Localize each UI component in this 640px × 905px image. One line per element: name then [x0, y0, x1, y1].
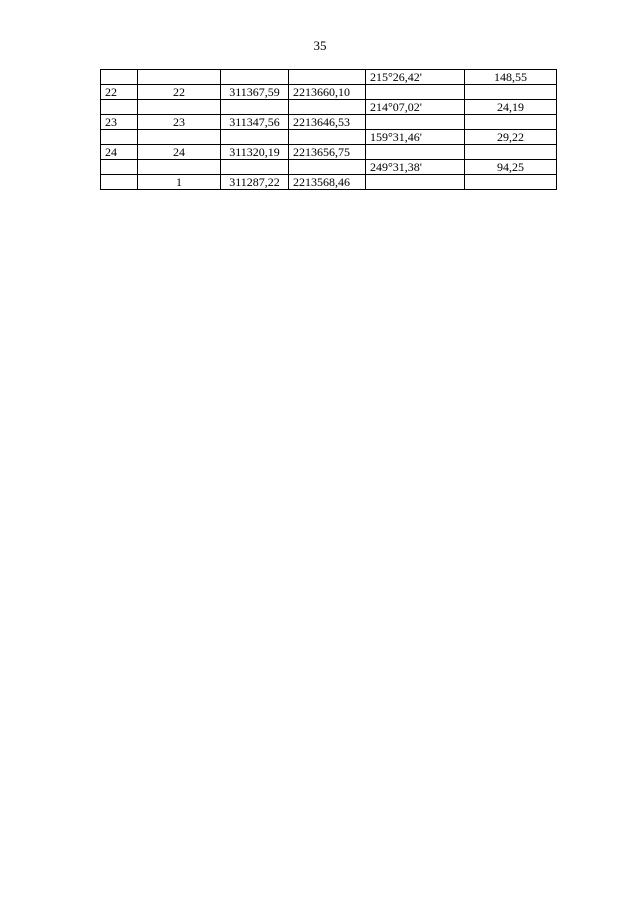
table-cell-distance: 24,19 [465, 100, 557, 115]
table-cell-y [289, 100, 366, 115]
table-cell-bearing [366, 85, 465, 100]
table-cell-distance [465, 145, 557, 160]
table-cell-point [101, 100, 138, 115]
table-cell-distance: 94,25 [465, 160, 557, 175]
table-cell-y: 2213660,10 [289, 85, 366, 100]
table-cell-y: 2213646,53 [289, 115, 366, 130]
table-row [101, 100, 557, 115]
table-cell-point [101, 70, 138, 85]
table-cell-x [221, 70, 289, 85]
table-cell-distance [465, 115, 557, 130]
table-cell-y [289, 130, 366, 145]
table-row [101, 85, 557, 100]
table-cell-distance: 29,22 [465, 130, 557, 145]
table-cell-bearing [366, 175, 465, 190]
table-cell-point: 22 [101, 85, 138, 100]
table-cell-bearing: 159°31,46' [366, 130, 465, 145]
table-row [101, 145, 557, 160]
table-cell-number [138, 130, 221, 145]
table-cell-x [221, 160, 289, 175]
table-cell-number [138, 70, 221, 85]
table-cell-x: 311347,56 [221, 115, 289, 130]
table-cell-point [101, 175, 138, 190]
table-cell-number: 1 [138, 175, 221, 190]
table-cell-bearing [366, 145, 465, 160]
table-row [101, 70, 557, 85]
table-cell-point: 24 [101, 145, 138, 160]
table-cell-point [101, 130, 138, 145]
table-cell-number [138, 160, 221, 175]
table-cell-y [289, 70, 366, 85]
table-cell-point [101, 160, 138, 175]
table-cell-bearing [366, 115, 465, 130]
table-cell-x [221, 100, 289, 115]
table-row [101, 115, 557, 130]
table-cell-number [138, 100, 221, 115]
coordinates-table [100, 69, 557, 190]
table-cell-distance: 148,55 [465, 70, 557, 85]
table-row [101, 130, 557, 145]
table-row [101, 160, 557, 175]
table-cell-bearing: 215°26,42' [366, 70, 465, 85]
table-cell-bearing: 249°31,38' [366, 160, 465, 175]
page-number: 35 [313, 38, 327, 53]
table-cell-distance [465, 175, 557, 190]
table-cell-point: 23 [101, 115, 138, 130]
table-cell-y [289, 160, 366, 175]
table-cell-y: 2213656,75 [289, 145, 366, 160]
table-cell-distance [465, 85, 557, 100]
table-cell-number: 22 [138, 85, 221, 100]
table-cell-number: 23 [138, 115, 221, 130]
table-cell-x: 311320,19 [221, 145, 289, 160]
table-cell-x: 311367,59 [221, 85, 289, 100]
table-cell-x: 311287,22 [221, 175, 289, 190]
table-cell-bearing: 214°07,02' [366, 100, 465, 115]
table-cell-y: 2213568,46 [289, 175, 366, 190]
table-cell-number: 24 [138, 145, 221, 160]
table-row [101, 175, 557, 190]
table-cell-x [221, 130, 289, 145]
